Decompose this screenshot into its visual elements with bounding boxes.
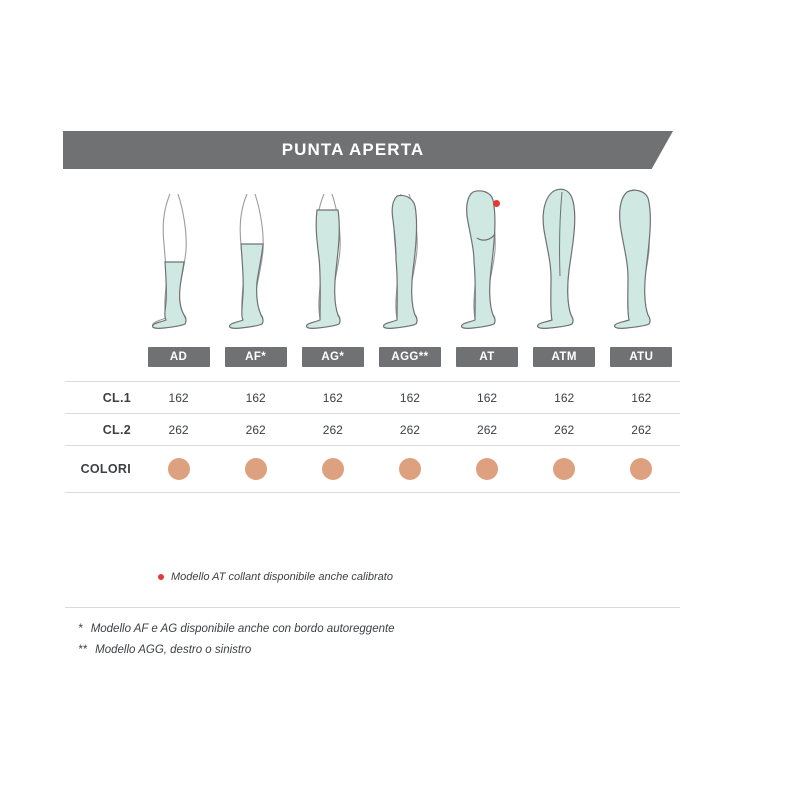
cell-cl2-agg: 262 — [399, 422, 420, 437]
footnote-1-star: * — [78, 623, 83, 635]
cell-color-af — [217, 458, 294, 480]
footnote-2-text: Modello AGG, destro o sinistro — [95, 644, 252, 656]
color-swatch-af[interactable] — [245, 458, 267, 480]
column-label-slot-atu — [603, 345, 680, 369]
column-chip-agg[interactable]: AGG** — [379, 347, 441, 367]
cell-cl2-af: 262 — [245, 422, 266, 437]
leg-illustration-af — [217, 186, 294, 336]
color-swatch-ad[interactable] — [168, 458, 190, 480]
row-cells-colori — [140, 458, 680, 480]
figure-row — [140, 186, 680, 336]
size-table — [65, 381, 680, 493]
column-chip-ad[interactable]: AD — [148, 347, 210, 367]
cell-cl1-ag: 162 — [322, 390, 343, 405]
column-label-slot-agg — [371, 345, 448, 369]
column-chip-at[interactable]: AT — [456, 347, 518, 367]
leg-illustration-ad — [140, 186, 217, 336]
cell-cl1-agg: 162 — [399, 390, 420, 405]
banner — [63, 131, 673, 169]
column-chip-atm[interactable]: ATM — [533, 347, 595, 367]
figure-at — [449, 186, 526, 336]
footnote-divider — [65, 607, 680, 608]
column-label-slot-atm — [526, 345, 603, 369]
color-swatch-atu[interactable] — [630, 458, 652, 480]
cell-cl2-ad: 262 — [168, 422, 189, 437]
calibrato-marker-dot — [493, 200, 500, 207]
table-row-cl1 — [65, 381, 680, 413]
footnotes — [78, 619, 678, 661]
cell-color-at — [449, 458, 526, 480]
cell-cl1-ad: 162 — [168, 390, 189, 405]
row-label-colori: COLORI — [80, 462, 131, 476]
footnote-1-text: Modello AF e AG disponibile anche con bordo autoreggente — [90, 623, 395, 635]
table-row-colori — [65, 445, 680, 493]
figure-af — [217, 186, 294, 336]
cell-color-atu — [603, 458, 680, 480]
cell-cl1-at: 162 — [477, 390, 498, 405]
column-label-row — [140, 345, 680, 369]
figure-atm — [526, 186, 603, 336]
leg-illustration-at — [449, 186, 526, 336]
column-label-slot-ag — [294, 345, 371, 369]
row-label-cl1: CL.1 — [102, 390, 131, 405]
cell-cl1-atm: 162 — [554, 390, 575, 405]
footnote-1 — [78, 619, 678, 640]
column-chip-ag[interactable]: AG* — [302, 347, 364, 367]
cell-cl2-ag: 262 — [322, 422, 343, 437]
leg-illustration-ag — [294, 186, 371, 336]
banner-title: PUNTA APERTA — [281, 140, 425, 159]
footnote-2-star: ** — [78, 644, 87, 656]
cell-color-ag — [294, 458, 371, 480]
leg-illustration-atm — [526, 186, 603, 336]
calibrato-note-text: Modello AT collant disponibile anche calibrato — [171, 571, 393, 583]
column-label-slot-at — [449, 345, 526, 369]
row-label-cl2: CL.2 — [102, 422, 131, 437]
cell-cl1-atu: 162 — [631, 390, 652, 405]
figure-ad — [140, 186, 217, 336]
cell-cl2-atu: 262 — [631, 422, 652, 437]
color-swatch-agg[interactable] — [399, 458, 421, 480]
red-dot-icon — [158, 574, 164, 580]
cell-color-atm — [526, 458, 603, 480]
cell-cl2-at: 262 — [477, 422, 498, 437]
leg-illustration-atu — [603, 186, 680, 336]
footnote-2 — [78, 640, 678, 661]
color-swatch-at[interactable] — [476, 458, 498, 480]
cell-color-agg — [371, 458, 448, 480]
figure-atu — [603, 186, 680, 336]
cell-cl2-atm: 262 — [554, 422, 575, 437]
figure-agg — [371, 186, 448, 336]
table-row-cl2 — [65, 413, 680, 445]
row-cells-cl2 — [140, 423, 680, 437]
column-chip-atu[interactable]: ATU — [610, 347, 672, 367]
cell-cl1-af: 162 — [245, 390, 266, 405]
calibrato-note — [158, 571, 393, 583]
cell-color-ad — [140, 458, 217, 480]
color-swatch-ag[interactable] — [322, 458, 344, 480]
color-swatch-atm[interactable] — [553, 458, 575, 480]
figure-ag — [294, 186, 371, 336]
column-label-slot-af — [217, 345, 294, 369]
column-chip-af[interactable]: AF* — [225, 347, 287, 367]
row-cells-cl1 — [140, 391, 680, 405]
column-label-slot-ad — [140, 345, 217, 369]
leg-illustration-agg — [371, 186, 448, 336]
